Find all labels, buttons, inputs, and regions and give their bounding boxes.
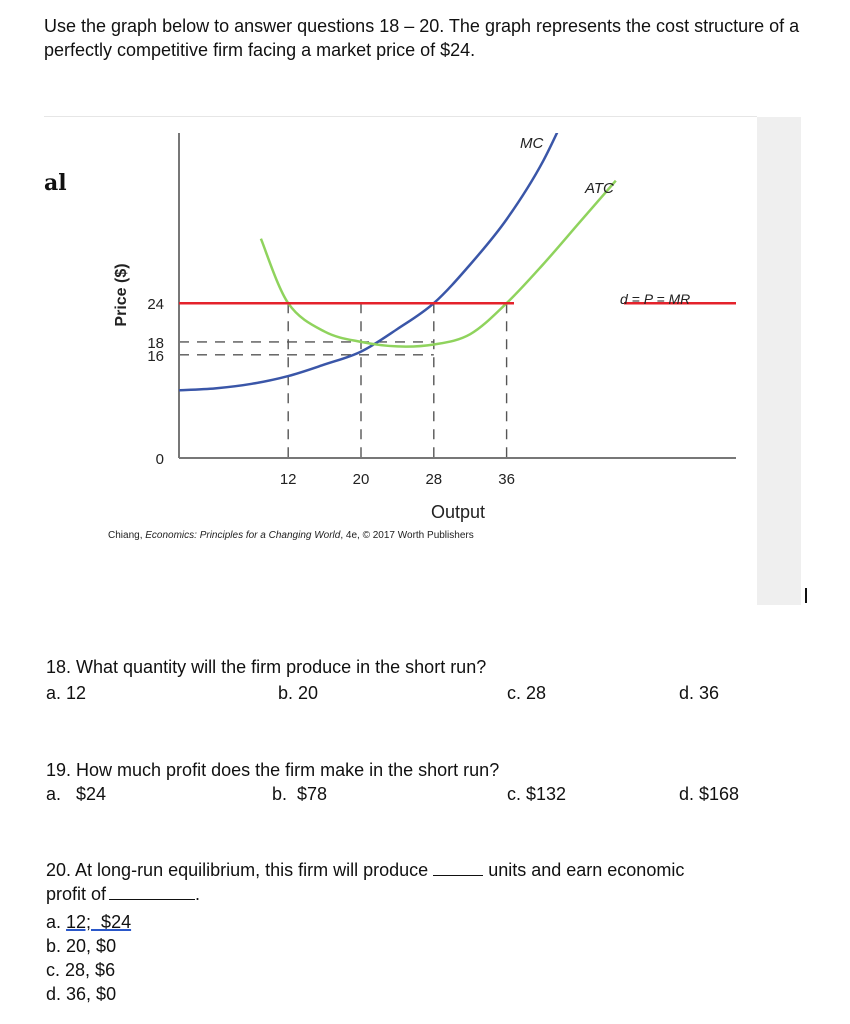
y-axis-label: Price ($) xyxy=(113,263,130,327)
q20-option-d-marker: d. xyxy=(46,984,62,1004)
mc-label: MC xyxy=(520,135,544,152)
series-lines xyxy=(179,84,736,390)
x-tick-label: 12 xyxy=(279,471,297,488)
x-axis-label: Output xyxy=(430,502,486,522)
y-tick-label: 18 xyxy=(147,334,164,352)
question-20-line-1 xyxy=(46,858,684,882)
chart-source xyxy=(108,530,474,541)
q18-option-b: b. 20 xyxy=(278,683,319,703)
q19-option-c: c. $132 xyxy=(507,784,567,804)
q20-option-c-marker: c. xyxy=(46,960,61,980)
y-tick-label: 24 xyxy=(147,296,164,314)
source-rest: , 4e, © 2017 Worth Publishers xyxy=(340,530,474,541)
q18-option-a: a. 12 xyxy=(46,683,87,703)
q20-option-a-answer: 12; $24 xyxy=(66,912,132,932)
x-tick-label: 28 xyxy=(425,471,443,488)
q20-option-b-marker: b. xyxy=(46,936,62,956)
q20-text-d: . xyxy=(195,884,201,904)
text-cursor xyxy=(805,588,807,603)
clipped-text-fragment: al xyxy=(44,170,67,196)
y-tick-label: 16 xyxy=(147,347,164,365)
q20-option-a-marker: a. xyxy=(46,912,62,932)
source-author: Chiang, xyxy=(108,530,146,541)
q20-text-c: profit of xyxy=(46,884,107,904)
answer-blank-units xyxy=(433,859,483,876)
y-tick-label: 0 xyxy=(155,451,164,468)
series-atc xyxy=(261,181,616,347)
q20-option-b xyxy=(46,934,116,958)
dashed-guides xyxy=(179,303,507,458)
source-book: Economics: Principles for a Changing World xyxy=(145,530,341,541)
q20-text-b: units and earn economic xyxy=(488,860,685,880)
q19-option-d: d. $168 xyxy=(679,784,740,804)
answer-blank-profit xyxy=(109,883,195,900)
atc-label: ATC xyxy=(585,180,614,197)
tick-labels xyxy=(147,296,515,488)
x-tick-label: 36 xyxy=(498,471,515,488)
q20-option-c-answer: 28, $6 xyxy=(65,960,116,980)
q20-option-c xyxy=(46,958,115,982)
q20-option-d xyxy=(46,982,116,1006)
question-20-line-2 xyxy=(46,882,200,906)
question-18: 18. What quantity will the firm produce in the short run? xyxy=(46,657,487,677)
x-tick-label: 20 xyxy=(352,471,370,488)
q20-text-a: 20. At long-run equilibrium, this firm will produce xyxy=(46,860,429,880)
q20-option-d-answer: 36, $0 xyxy=(66,984,117,1004)
intro-text: Use the graph below to answer questions 18 – 20. The graph represents the cost structure of a perfectly competitive firm facing a market price of $24. xyxy=(44,16,800,60)
q20-option-a xyxy=(46,910,131,934)
demand-label: d = P = MR xyxy=(620,291,691,307)
q19-option-b: b. $78 xyxy=(272,784,328,804)
q18-option-c: c. 28 xyxy=(507,683,547,703)
q19-option-a: a. $24 xyxy=(46,784,107,804)
q20-option-b-answer: 20, $0 xyxy=(66,936,117,956)
question-19: 19. How much profit does the firm make in the short run? xyxy=(46,760,500,780)
q18-option-d: d. 36 xyxy=(679,683,720,703)
